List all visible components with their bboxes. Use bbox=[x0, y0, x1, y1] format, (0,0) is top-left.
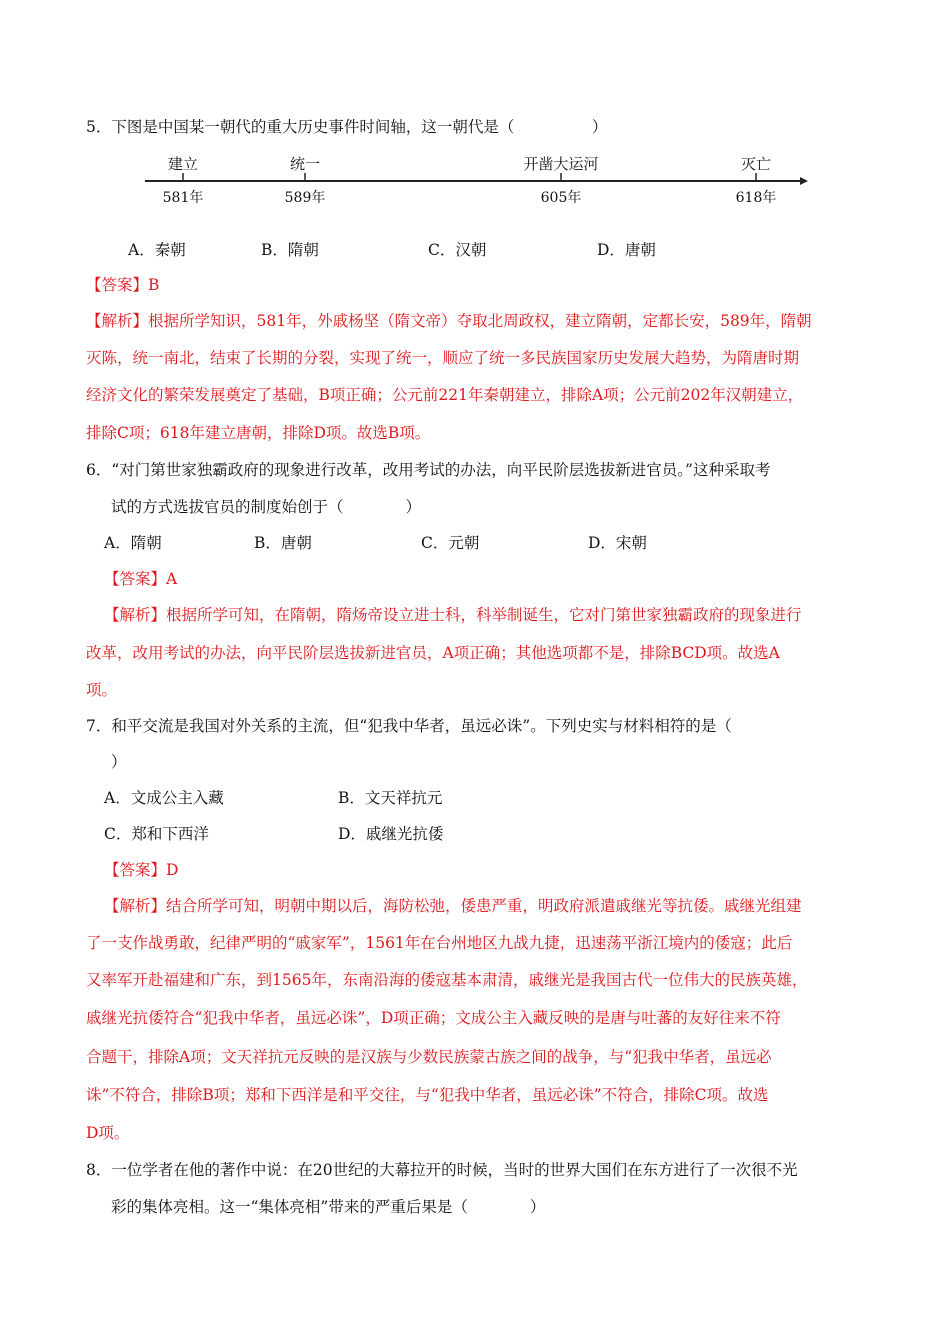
timeline-event-label: 建立 bbox=[167, 155, 199, 173]
q5-stem: 5．下图是中国某一朝代的重大历史事件时间轴，这一朝代是（ ） bbox=[86, 118, 608, 136]
q6-analysis-line: 改革，改用考试的办法，向平民阶层选拔新进官员，A项正确；其他选项都不是，排除BCD项。故选A bbox=[86, 644, 780, 662]
q5-analysis-line: 灭陈，统一南北，结束了长期的分裂，实现了统一，顺应了统一多民族国家历史发展大趋势，为隋唐时期 bbox=[86, 349, 800, 367]
timeline-figure bbox=[140, 150, 810, 210]
timeline-event-label: 开凿大运河 bbox=[523, 155, 599, 173]
q5-option-c[interactable]: C．汉朝 bbox=[428, 241, 487, 259]
q6-analysis-line: 【解析】根据所学可知，在隋朝，隋炀帝设立进士科，科举制诞生，它对门第世家独霸政府的现象进行 bbox=[104, 606, 802, 624]
q6-option-d[interactable]: D．宋朝 bbox=[588, 534, 647, 552]
q7-option-a[interactable]: A．文成公主入藏 bbox=[104, 789, 224, 807]
timeline-event-label: 灭亡 bbox=[740, 155, 772, 173]
q5-option-b[interactable]: B．隋朝 bbox=[261, 241, 319, 259]
timeline-year-label: 618年 bbox=[735, 190, 777, 206]
timeline-year-label: 581年 bbox=[162, 190, 204, 206]
q5-analysis-line: 排除C项；618年建立唐朝，排除D项。故选B项。 bbox=[86, 424, 431, 442]
q7-analysis-line: 【解析】结合所学可知，明朝中期以后，海防松弛，倭患严重，明政府派遣戚继光等抗倭。戚继光组建 bbox=[104, 897, 802, 915]
q7-option-c[interactable]: C．郑和下西洋 bbox=[104, 825, 209, 843]
q7-answer: 【答案】D bbox=[104, 861, 179, 879]
timeline-year-label: 589年 bbox=[284, 190, 326, 206]
q6-stem-line: 6．“对门第世家独霸政府的现象进行改革，改用考试的办法，向平民阶层选拔新进官员。”这种采取考 bbox=[86, 461, 771, 479]
q7-analysis-line: 诛”不符合，排除B项；郑和下西洋是和平交往，与“犯我中华者，虽远必诛”不符合，排除C项。故选 bbox=[86, 1086, 769, 1104]
timeline-year-label: 605年 bbox=[540, 190, 582, 206]
q7-analysis-line: 了一支作战勇敢，纪律严明的“戚家军”，1561年在台州地区九战九捷，迅速荡平浙江境内的倭寇；此后 bbox=[86, 934, 793, 952]
q7-option-d[interactable]: D．戚继光抗倭 bbox=[338, 825, 444, 843]
q8-stem-line: 彩的集体亮相。这一“集体亮相”带来的严重后果是（ ） bbox=[111, 1198, 546, 1216]
q5-answer: 【答案】B bbox=[86, 276, 160, 294]
q5-analysis-line: 【解析】根据所学知识，581年，外戚杨坚（隋文帝）夺取北周政权，建立隋朝，定都长安，589年，隋朝 bbox=[86, 312, 812, 330]
q7-analysis-line: 又率军开赴福建和广东，到1565年，东南沿海的倭寇基本肃清，戚继光是我国古代一位伟大的民族英雄， bbox=[86, 971, 808, 989]
q7-analysis-line: D项。 bbox=[86, 1124, 130, 1142]
q7-stem-line: ） bbox=[111, 753, 127, 771]
timeline-event-label: 统一 bbox=[289, 155, 321, 173]
q5-option-a[interactable]: A．秦朝 bbox=[128, 241, 186, 259]
q6-option-c[interactable]: C．元朝 bbox=[421, 534, 480, 552]
q8-stem-line: 8．一位学者在他的著作中说：在20世纪的大幕拉开的时候，当时的世界大国们在东方进行了一次很不光 bbox=[86, 1161, 798, 1179]
q7-stem-line: 7．和平交流是我国对外关系的主流，但“犯我中华者，虽远必诛”。下列史实与材料相符的是（ bbox=[86, 717, 732, 735]
q5-option-d[interactable]: D．唐朝 bbox=[597, 241, 656, 259]
q6-option-a[interactable]: A．隋朝 bbox=[104, 534, 162, 552]
q7-option-b[interactable]: B．文天祥抗元 bbox=[338, 789, 443, 807]
q6-stem-line: 试的方式选拔官员的制度始创于（ ） bbox=[111, 498, 422, 516]
q7-analysis-line: 合题干，排除A项；文天祥抗元反映的是汉族与少数民族蒙古族之间的战争，与“犯我中华者，虽远必 bbox=[86, 1048, 772, 1066]
q7-analysis-line: 戚继光抗倭符合“犯我中华者，虽远必诛”，D项正确；文成公主入藏反映的是唐与吐蕃的友好往来不符 bbox=[86, 1009, 781, 1027]
q6-option-b[interactable]: B．唐朝 bbox=[254, 534, 312, 552]
q6-analysis-line: 项。 bbox=[86, 681, 118, 699]
q5-analysis-line: 经济文化的繁荣发展奠定了基础，B项正确；公元前221年秦朝建立，排除A项；公元前202年汉朝建立， bbox=[86, 386, 804, 404]
timeline-arrow-icon bbox=[800, 177, 808, 185]
q6-answer: 【答案】A bbox=[104, 570, 178, 588]
